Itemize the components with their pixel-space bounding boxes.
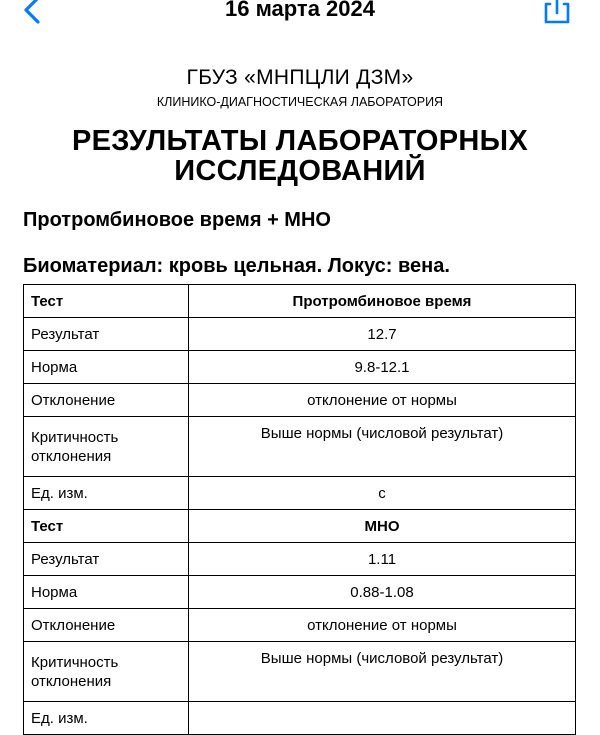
- report-title-line-2: ИССЛЕДОВАНИЙ: [174, 155, 426, 187]
- table-row: [24, 642, 576, 702]
- row-value: Выше нормы (числовой результат): [189, 642, 576, 702]
- table-row: [24, 351, 576, 384]
- nav-date-title: 16 марта 2024: [224, 0, 375, 21]
- row-label: Критичность отклонения: [24, 642, 189, 702]
- test-label-cell: Тест: [24, 510, 189, 543]
- share-icon: [539, 0, 575, 26]
- row-value: отклонение от нормы: [189, 609, 576, 642]
- row-label: Результат: [24, 318, 189, 351]
- table-row: [24, 417, 576, 477]
- row-value: 9.8-12.1: [189, 351, 576, 384]
- row-label: Ед. изм.: [24, 702, 189, 735]
- share-button[interactable]: [539, 0, 575, 26]
- row-value: 1.11: [189, 543, 576, 576]
- row-value: [189, 702, 576, 735]
- results-table: [23, 284, 576, 735]
- table-row: [24, 384, 576, 417]
- row-label: Отклонение: [24, 384, 189, 417]
- row-label: Результат: [24, 543, 189, 576]
- row-value: отклонение от нормы: [189, 384, 576, 417]
- row-label: Отклонение: [24, 609, 189, 642]
- row-value: 0.88-1.08: [189, 576, 576, 609]
- test-label-cell: Тест: [24, 285, 189, 318]
- report-title: [40, 126, 560, 186]
- row-label: Норма: [24, 576, 189, 609]
- table-row: [24, 576, 576, 609]
- test-name-cell: МНО: [189, 510, 576, 543]
- table-row: [24, 609, 576, 642]
- table-row: [24, 318, 576, 351]
- table-row: [24, 702, 576, 735]
- row-label: Норма: [24, 351, 189, 384]
- table-row: [24, 543, 576, 576]
- test-name-cell: Протромбиновое время: [189, 285, 576, 318]
- row-value: 12.7: [189, 318, 576, 351]
- report-title-line-1: РЕЗУЛЬТАТЫ ЛАБОРАТОРНЫХ: [72, 125, 528, 157]
- navigation-bar: [0, 0, 600, 34]
- test-name: Протромбиновое время + МНО: [23, 209, 331, 231]
- row-value: с: [189, 477, 576, 510]
- organization-name: ГБУЗ «МНПЦЛИ ДЗМ»: [186, 66, 414, 89]
- laboratory-name: КЛИНИКО-ДИАГНОСТИЧЕСКАЯ ЛАБОРАТОРИЯ: [156, 95, 444, 109]
- table-header-row: [24, 510, 576, 543]
- table-row: [24, 477, 576, 510]
- row-label: Критичность отклонения: [24, 417, 189, 477]
- row-value: Выше нормы (числовой результат): [189, 417, 576, 477]
- row-label: Ед. изм.: [24, 477, 189, 510]
- biomaterial-info: Биоматериал: кровь цельная. Локус: вена.: [23, 255, 450, 277]
- table-header-row: [24, 285, 576, 318]
